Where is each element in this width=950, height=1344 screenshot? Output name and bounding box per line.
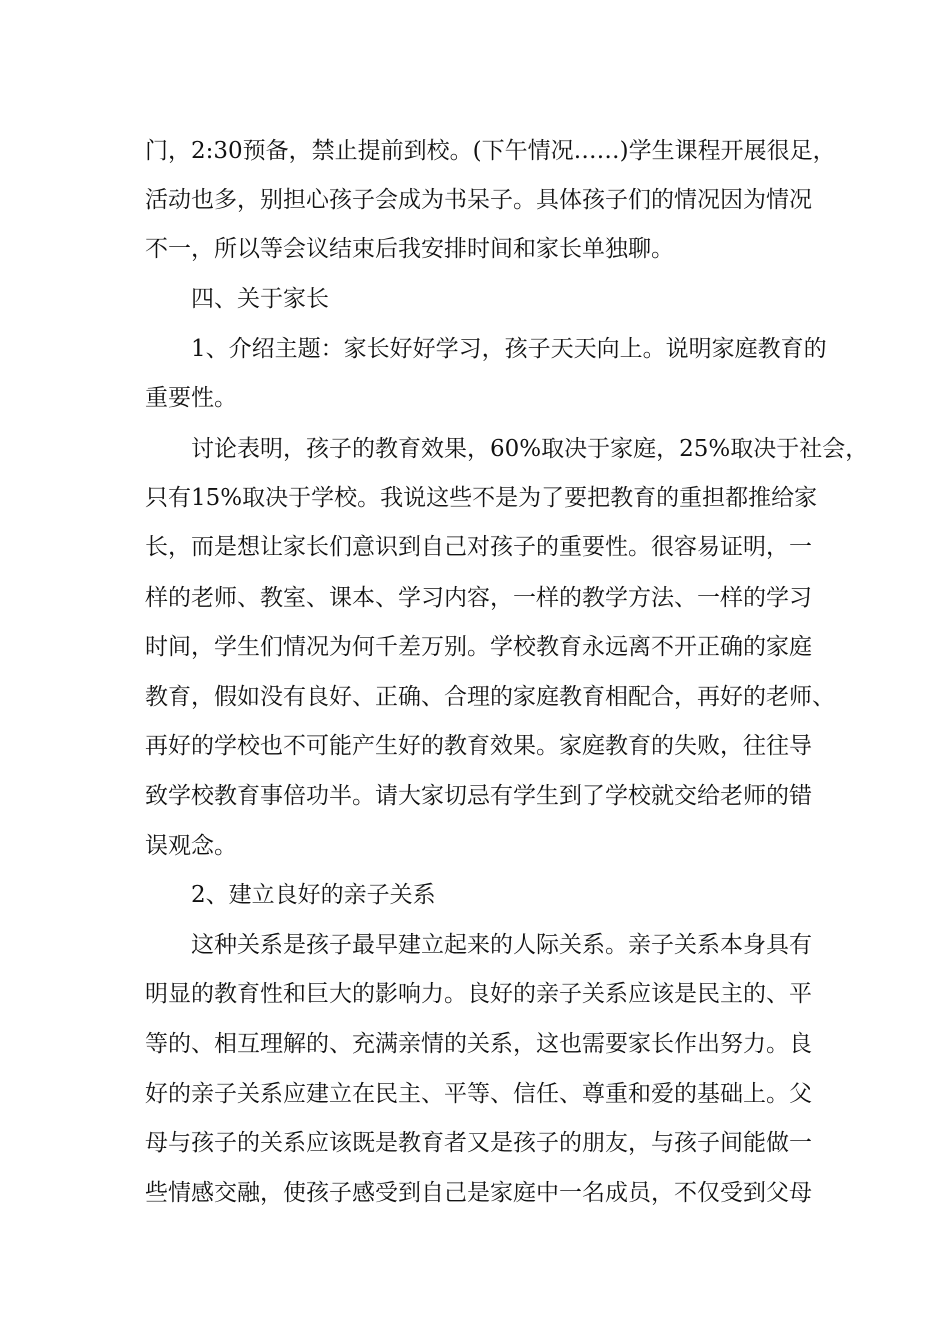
text-line: 致学校教育事倍功半。请大家切忌有学生到了学校就交给老师的错 xyxy=(145,783,812,809)
text-line: 样的老师、教室、课本、学习内容，一样的教学方法、一样的学习 xyxy=(145,585,812,611)
text-line: 误观念。 xyxy=(145,833,237,859)
section-heading: 四、关于家长 xyxy=(191,286,329,312)
text-line: 些情感交融，使孩子感受到自己是家庭中一名成员，不仅受到父母 xyxy=(145,1180,812,1206)
section-heading: 2、建立良好的亲子关系 xyxy=(191,882,436,908)
text-line: 重要性。 xyxy=(145,385,237,411)
text-line: 母与孩子的关系应该既是教育者又是孩子的朋友，与孩子间能做一 xyxy=(145,1130,812,1156)
text-line: 门，2:30预备，禁止提前到校。(下午情况……)学生课程开展很足， xyxy=(145,138,836,164)
text-line: 长，而是想让家长们意识到自己对孩子的重要性。很容易证明，一 xyxy=(145,534,812,560)
text-line: 这种关系是孩子最早建立起来的人际关系。亲子关系本身具有 xyxy=(191,932,812,958)
text-line: 再好的学校也不可能产生好的教育效果。家庭教育的失败，往往导 xyxy=(145,733,812,759)
text-line: 活动也多，别担心孩子会成为书呆子。具体孩子们的情况因为情况 xyxy=(145,187,812,213)
text-line: 不一，所以等会议结束后我安排时间和家长单独聊。 xyxy=(145,236,674,262)
text-line: 1、介绍主题：家长好好学习，孩子天天向上。说明家庭教育的 xyxy=(191,336,827,362)
text-line: 教育，假如没有良好、正确、合理的家庭教育相配合，再好的老师、 xyxy=(145,684,835,710)
text-line: 时间，学生们情况为何千差万别。学校教育永远离不开正确的家庭 xyxy=(145,634,812,660)
text-line: 只有15%取决于学校。我说这些不是为了要把教育的重担都推给家 xyxy=(145,485,818,511)
text-line: 好的亲子关系应建立在民主、平等、信任、尊重和爱的基础上。父 xyxy=(145,1081,812,1107)
text-line: 讨论表明，孩子的教育效果，60%取决于家庭，25%取决于社会， xyxy=(191,436,869,462)
text-line: 明显的教育性和巨大的影响力。良好的亲子关系应该是民主的、平 xyxy=(145,981,812,1007)
text-line: 等的、相互理解的、充满亲情的关系，这也需要家长作出努力。良 xyxy=(145,1031,812,1057)
